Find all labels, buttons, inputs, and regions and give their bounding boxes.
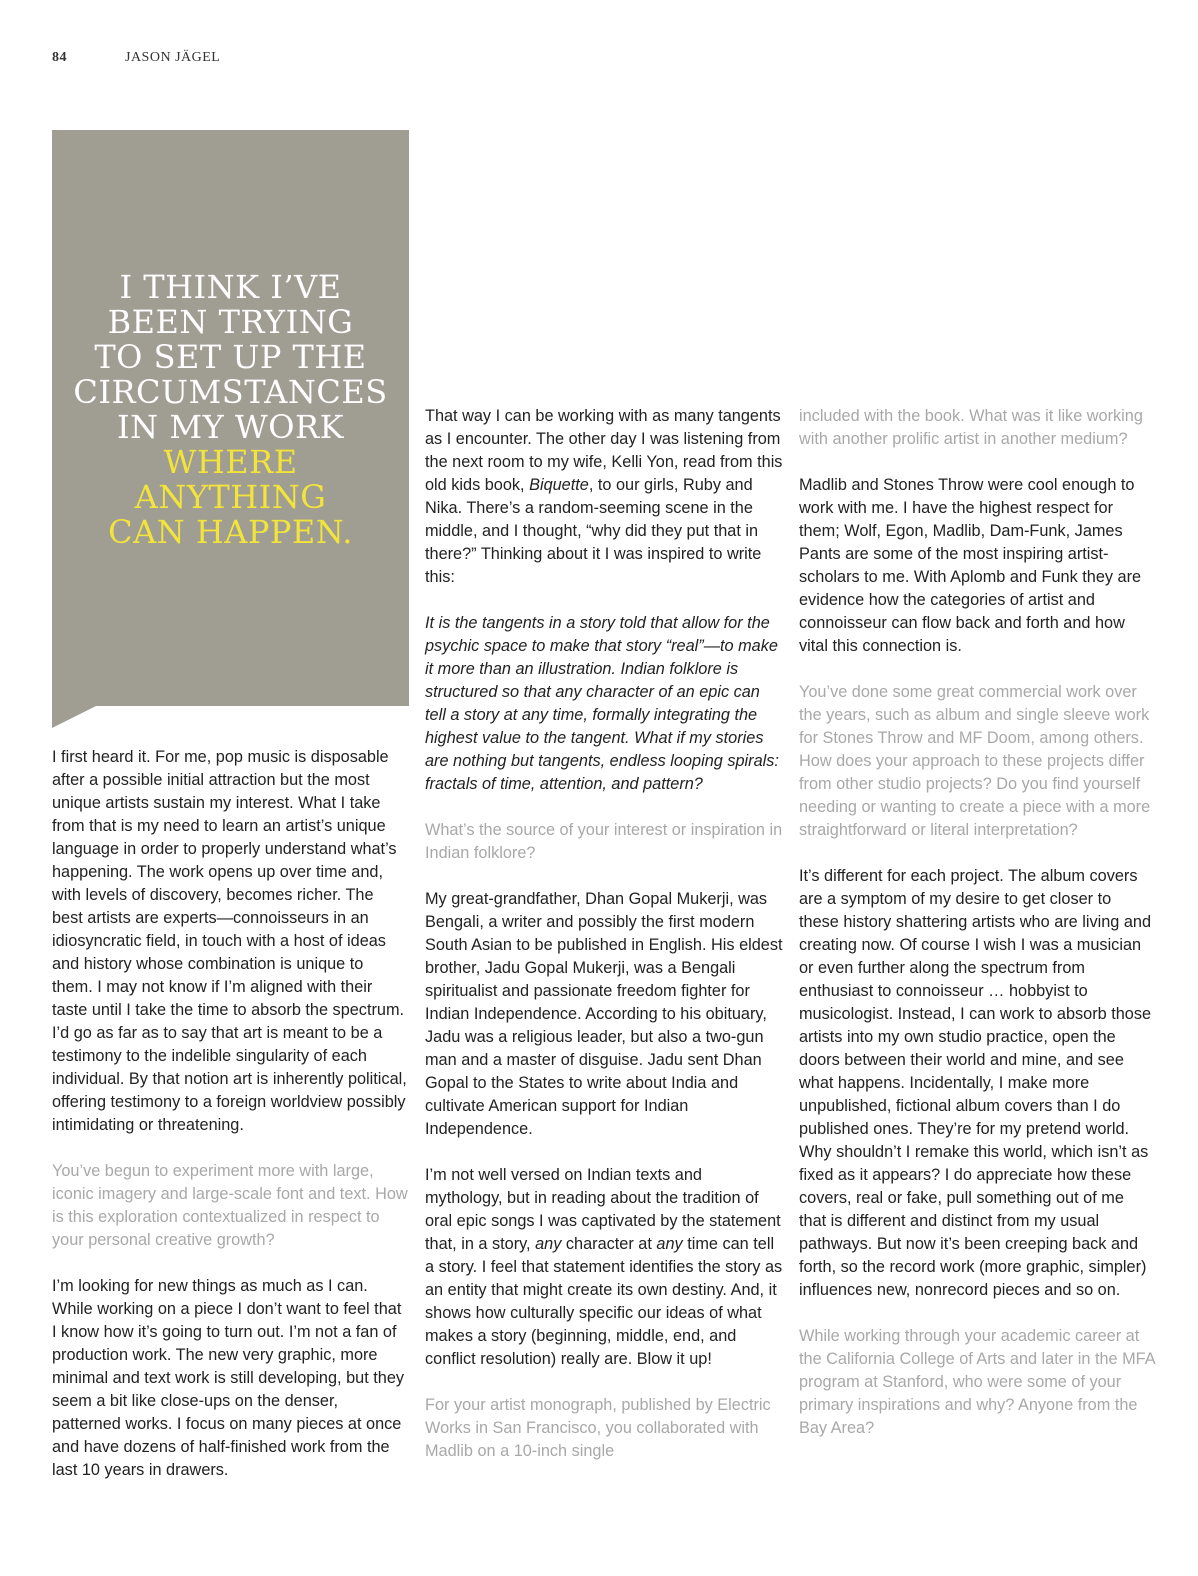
pull-quote-box bbox=[52, 130, 409, 706]
column-3 bbox=[799, 405, 1155, 1463]
pull-quote-line: I THINK I’VE bbox=[119, 268, 342, 306]
pull-quote-highlight: CAN HAPPEN. bbox=[108, 513, 353, 551]
text-run: That way I can be working with as many tangents as I encounter. The other day I was listening from the next room to my wife, Kelli Yon, read from this old kids book, bbox=[425, 407, 783, 494]
answer-paragraph: I’m looking for new things as much as I can. While working on a piece I don’t want to feel that I know how it’s going to turn out. I’m not a fan of production work. The new very graphic, more minimal and text work is still developing, but they seem a bit like close-ups on the denser, patterned works. I focus on many pieces at once and have dozens of half-finished work from the last 10 years in drawers. bbox=[52, 1277, 405, 1479]
interview-question: What’s the source of your interest or inspiration in Indian folklore? bbox=[425, 821, 783, 862]
column-2 bbox=[425, 405, 783, 1486]
pull-quote-line: BEEN TRYING bbox=[107, 303, 354, 341]
pull-quote-tail bbox=[52, 706, 96, 728]
pull-quote-line: CIRCUMSTANCES bbox=[73, 373, 388, 411]
emphasis: any bbox=[535, 1235, 562, 1253]
pull-quote-highlight: ANYTHING bbox=[134, 478, 327, 516]
pull-quote bbox=[52, 270, 409, 550]
page-number: 84 bbox=[52, 50, 67, 65]
interview-question: You’ve begun to experiment more with large, iconic imagery and large-scale font and text. How is this exploration contextualized in respect to your personal creative growth? bbox=[52, 1162, 408, 1249]
running-head-author: JASON JÄGEL bbox=[125, 50, 221, 65]
answer-paragraph bbox=[425, 405, 783, 589]
book-title: Biquette bbox=[529, 476, 589, 494]
interview-question: You’ve done some great commercial work over the years, such as album and single sleeve work for Stones Throw and MF Doom, among others. How does your approach to these projects differ from other studio projects? Do you find yourself needing or wanting to create a piece with a more straightforward or literal interpretation? bbox=[799, 683, 1151, 839]
text-run: , to our girls, Ruby and Nika. There’s a random-seeming scene in the middle, and I thought, “why did they put that in there?” Thinking about it I was inspired to write this: bbox=[425, 476, 762, 586]
pull-quote-highlight: WHERE bbox=[163, 443, 298, 481]
text-run: character at bbox=[561, 1235, 657, 1253]
pull-quote-line: IN MY WORK bbox=[117, 408, 344, 446]
emphasis: any bbox=[656, 1235, 683, 1253]
interview-question: included with the book. What was it like working with another prolific artist in another medium? bbox=[799, 407, 1143, 448]
answer-paragraph: I first heard it. For me, pop music is disposable after a possible initial attraction but the most unique artists sustain my interest. What I take from that is my need to learn an artist’s unique language in order to properly understand what’s happening. The work opens up over time and, with levels of discovery, becomes richer. The best artists are experts—connoisseurs in an idiosyncratic field, in touch with a host of ideas and history whose combination is unique to them. I may not know if I’m aligned with their taste until I take the time to absorb the spectrum. I’d go as far as to say that art is meant to be a testimony to the indelible singularity of each individual. By that notion art is inherently political, offering testimony to a foreign worldview possibly intimidating or threatening. bbox=[52, 748, 407, 1134]
text-run: time can tell a story. I feel that statement identifies the story as an entity that might create its own destiny. And, it shows how culturally specific our ideas of what makes a story (beginning, middle, end, and conflict resolution) really are. Blow it up! bbox=[425, 1235, 783, 1368]
pull-quote-line: TO SET UP THE bbox=[94, 338, 367, 376]
answer-paragraph: Madlib and Stones Throw were cool enough to work with me. I have the highest respect for them; Wolf, Egon, Madlib, Dam-Funk, James Pants are some of the most inspiring artist-scholars to me. With Aplomb and Funk they are evidence how the categories of artist and connoisseur can flow back and forth and how vital this connection is. bbox=[799, 476, 1142, 655]
interview-question: While working through your academic career at the California College of Arts and later in the MFA program at Stanford, who were some of your primary inspirations and why? Anyone from the Bay Area? bbox=[799, 1327, 1155, 1437]
answer-paragraph: My great-grandfather, Dhan Gopal Mukerji, was Bengali, a writer and possibly the first modern South Asian to be published in English. His eldest brother, Jadu Gopal Mukerji, was a Bengali spiritualist and passionate freedom fighter for Indian Independence. According to his obituary, Jadu was a religious leader, but also a two-gun man and a master of disguise. Jadu sent Dhan Gopal to the States to write about India and cultivate American support for Indian Independence. bbox=[425, 890, 783, 1138]
answer-paragraph bbox=[425, 1164, 783, 1371]
interview-question: For your artist monograph, published by Electric Works in San Francisco, you collaborated with Madlib on a 10-inch single bbox=[425, 1396, 771, 1460]
column-1 bbox=[52, 746, 408, 1505]
text-run: I’m not well versed on Indian texts and mythology, but in reading about the tradition of oral epic songs I was captivated by the statement that, in a story, bbox=[425, 1166, 781, 1253]
answer-paragraph: It’s different for each project. The album covers are a symptom of my desire to get closer to these history shattering artists who are living and creating now. Of course I wish I was a musician or even further along the spectrum from enthusiast to connoisseur … hobbyist to musicologist. Instead, I can work to absorb those artists into my own studio practice, open the doors between their world and mine, and see what happens. Incidentally, I make more unpublished, fictional album covers than I do published ones. They’re for my pretend world. Why shouldn’t I remake this world, which isn’t as fixed as it appears? I do appreciate how these covers, real or fake, pull something out of me that is different and distinct from my usual pathways. But now it’s been creeping back and forth, so the record work (more graphic, simpler) influences new, nonrecord pieces and so on. bbox=[799, 867, 1152, 1299]
page-header bbox=[52, 50, 220, 66]
italic-passage: It is the tangents in a story told that allow for the psychic space to make that story “real”—to make it more than an illustration. Indian folklore is structured so that any character of an epic can tell a story at any time, formally integrating the highest value to the tangent. What if my stories are nothing but tangents, endless looping spirals: fractals of time, attention, and pattern? bbox=[425, 614, 779, 793]
